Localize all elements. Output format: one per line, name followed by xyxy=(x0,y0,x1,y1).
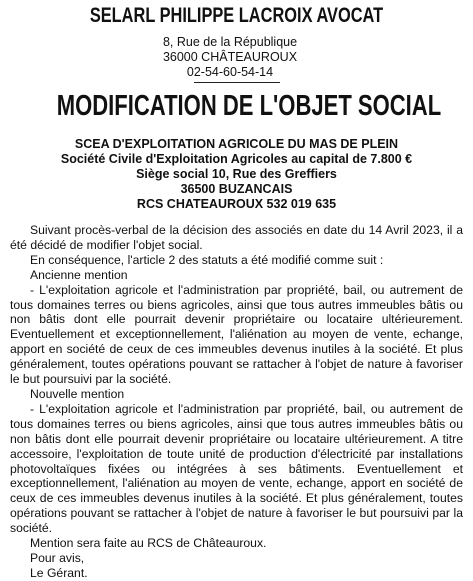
company-rcs: RCS CHATEAUROUX 532 019 635 xyxy=(136,197,337,211)
company-name: SCEA D'EXPLOITATION AGRICOLE DU MAS DE PLEIN xyxy=(74,137,399,151)
new-mention-text: - L'exploitation agricole et l'administration par propriété, bail, ou autrement de tous domaines terres ou biens agricoles, ainsi que tous autres immeubles bâtis ou non bâtis dont elle pourrait devenir propriétaire ou locataire ultérieurement. A titre accessoire, l'exploitation de toute unité de production d'électricité par installations photovoltaïques fixées ou intégrées à ses bâtiments. Eventuellement et exceptionnellement, l'aliénation au moyen de vente, echange, apport en société de ceux de ces immeubles devenus inutiles à la société. Et plus généralement, toutes opérations pouvant se rattacher à l'objet de nature à favoriser le but poursuivi par la société. xyxy=(10,401,463,536)
company-form: Société Civile d'Exploitation Agricoles au capital de 7.800 € xyxy=(60,152,413,166)
intro-paragraph: Suivant procès-verbal de la décision des associés en date du 14 Avril 2023, il a été décidé de modifier l'objet social. xyxy=(10,223,463,252)
notice-body xyxy=(10,223,463,581)
closing-line: Pour avis, xyxy=(30,550,85,565)
company-postcode: 36500 BUZANCAIS xyxy=(180,182,293,196)
consequence-paragraph: En conséquence, l'article 2 des statuts a été modifié comme suit : xyxy=(30,252,384,267)
old-mention-text: - L'exploitation agricole et l'administration par propriété, bail, ou autrement de tous domaines terres ou biens agricoles, ainsi que tous autres immeubles bâtis ou non bâtis dont elle pourrait devenir propriétaire ou locataire ultérieurement. Eventuellement et exceptionnellement, l'aliénation au moyen de vente, echange, apport en société de ceux de ces immeubles devenus inutiles à la société. Et plus généralement, toutes opérations pouvant se rattacher à l'objet de nature à favoriser le but poursuivi par la société. xyxy=(10,282,463,387)
old-mention-heading: Ancienne mention xyxy=(30,267,128,282)
new-mention-heading: Nouvelle mention xyxy=(30,386,125,401)
divider xyxy=(194,82,280,83)
address-phone: 02-54-60-54-14 xyxy=(186,65,274,79)
signature: Le Gérant. xyxy=(30,565,88,580)
company-seat: Siège social 10, Rue des Greffiers xyxy=(136,167,337,181)
notice-title: MODIFICATION DE L'OBJET SOCIAL xyxy=(56,90,442,122)
firm-name: SELARL PHILIPPE LACROIX AVOCAT xyxy=(89,4,384,27)
address-street: 8, Rue de la République xyxy=(162,35,298,49)
rcs-note: Mention sera faite au RCS de Châteauroux. xyxy=(30,536,267,551)
address-city: 36000 CHÂTEAUROUX xyxy=(162,50,298,64)
